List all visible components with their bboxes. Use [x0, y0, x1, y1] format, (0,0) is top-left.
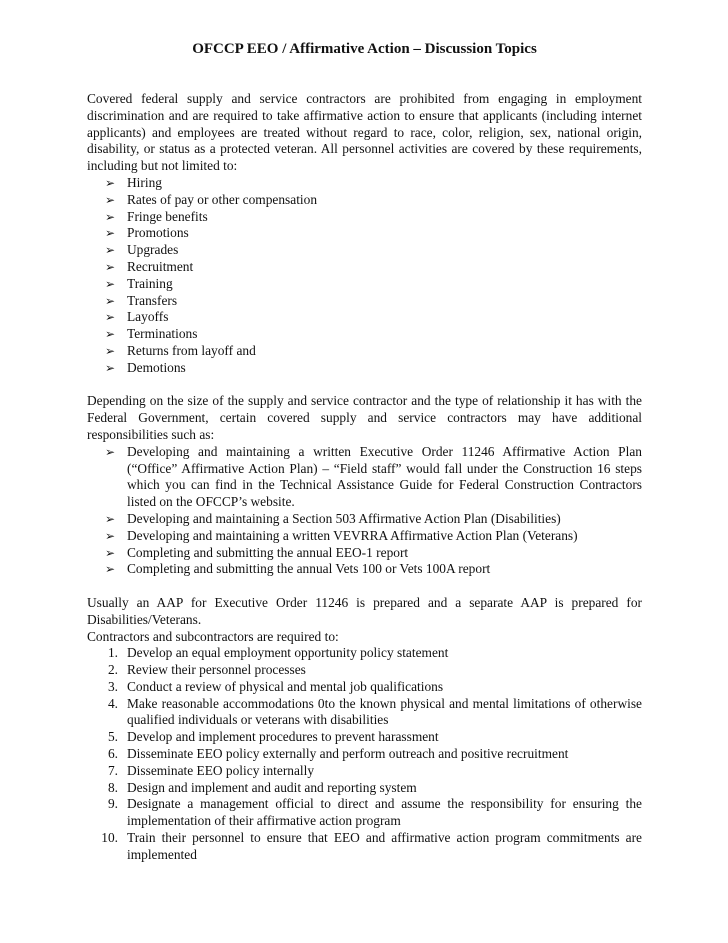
requirement-number: 4.: [107, 695, 118, 711]
activity-item-text: Recruitment: [127, 258, 194, 274]
responsibilities-intro: Depending on the size of the supply and service contractor and the type of relationship it has with the Federal Government, certain covered supply and service contractors may have additional responsibilities such as:: [87, 393, 642, 442]
activity-item-text: Returns from layoff and: [127, 342, 256, 358]
responsibility-item-text: Developing and maintaining a Section 503 Affirmative Action Plan (Disabilities): [127, 510, 561, 526]
activity-item: [87, 276, 642, 293]
intro-paragraph: Covered federal supply and service contractors are prohibited from engaging in employment discrimination and are required to take affirmative action to ensure that applicants (including internet applicants) and employees are treated without regard to race, color, religion, sex, national origin, disability, or status as a protected veteran. All personnel activities are covered by these requirements, including but not limited to:: [87, 91, 642, 174]
responsibility-item-text: Completing and submitting the annual EEO-1 report: [127, 544, 409, 560]
activity-item: [87, 225, 642, 242]
requirement-text: Conduct a review of physical and mental job qualifications: [127, 678, 444, 694]
requirement-text: Develop and implement procedures to prevent harassment: [127, 729, 439, 745]
activity-item: [87, 343, 642, 360]
activity-item-text: Terminations: [127, 326, 198, 342]
activity-item-text: Transfers: [127, 292, 178, 308]
responsibility-item: [87, 545, 642, 562]
requirement-number: 5.: [107, 729, 118, 745]
activity-item-text: Upgrades: [127, 242, 179, 258]
activities-list: [87, 175, 642, 377]
responsibility-item: [87, 444, 642, 511]
requirement-number: 10.: [101, 830, 118, 846]
requirement-number: 3.: [107, 678, 118, 694]
spacer: [87, 578, 642, 595]
requirement-text: Disseminate EEO policy externally and perform outreach and positive recruitment: [127, 746, 569, 762]
requirement-number: 8.: [107, 779, 118, 795]
arrow-bullet-icon: ➢: [105, 276, 116, 291]
spacer: [87, 377, 642, 394]
requirement-text: Review their personnel processes: [127, 662, 306, 678]
requirement-number: 1.: [107, 645, 118, 661]
requirement-item: [87, 645, 642, 662]
aap-note: Usually an AAP for Executive Order 11246 is prepared and a separate AAP is prepared for Disabilities/Veterans.: [87, 594, 642, 627]
requirement-number: 2.: [107, 662, 118, 678]
arrow-bullet-icon: ➢: [105, 528, 116, 543]
arrow-bullet-icon: ➢: [105, 310, 116, 325]
arrow-bullet-icon: ➢: [105, 259, 116, 274]
activity-item: [87, 293, 642, 310]
responsibility-item-text: Developing and maintaining a written Executive Order 11246 Affirmative Action Plan (“Office” Affirmative Action Plan) – “Field staff” would fall under the Construction 16 steps which you can find in the Technical Assistance Guide for Federal Construction Contractors listed on the OFCCP’s website.: [127, 443, 642, 510]
requirement-text: Train their personnel to ensure that EEO and affirmative action program commitments are implemented: [127, 830, 642, 862]
requirement-text: Disseminate EEO policy internally: [127, 762, 315, 778]
arrow-bullet-icon: ➢: [105, 444, 116, 459]
document-title: OFCCP EEO / Affirmative Action – Discussion Topics: [192, 41, 537, 57]
arrow-bullet-icon: ➢: [105, 360, 116, 375]
requirement-text: Make reasonable accommodations 0to the known physical and mental limitations of otherwise qualified individuals or veterans with disabilities: [127, 695, 642, 728]
requirement-item: [87, 830, 642, 864]
activity-item-text: Rates of pay or other compensation: [127, 191, 318, 207]
requirement-text: Design and implement and audit and reporting system: [127, 779, 417, 795]
activity-item: [87, 242, 642, 259]
document-page: [87, 40, 642, 864]
arrow-bullet-icon: ➢: [105, 226, 116, 241]
activity-item-text: Training: [127, 275, 173, 291]
arrow-bullet-icon: ➢: [105, 293, 116, 308]
arrow-bullet-icon: ➢: [105, 192, 116, 207]
requirement-item: [87, 662, 642, 679]
activity-item: [87, 360, 642, 377]
requirement-item: [87, 763, 642, 780]
arrow-bullet-icon: ➢: [105, 511, 116, 526]
responsibility-item-text: Completing and submitting the annual Vets 100 or Vets 100A report: [127, 561, 491, 577]
requirements-intro: Contractors and subcontractors are required to:: [87, 628, 339, 644]
arrow-bullet-icon: ➢: [105, 343, 116, 358]
activity-item: [87, 175, 642, 192]
activity-item-text: Demotions: [127, 359, 186, 375]
requirement-item: [87, 796, 642, 830]
arrow-bullet-icon: ➢: [105, 243, 116, 258]
requirement-number: 7.: [107, 762, 118, 778]
requirement-item: [87, 746, 642, 763]
activity-item: [87, 192, 642, 209]
responsibility-item: [87, 528, 642, 545]
requirement-item: [87, 780, 642, 797]
requirement-item: [87, 729, 642, 746]
requirement-item: [87, 696, 642, 730]
arrow-bullet-icon: ➢: [105, 175, 116, 190]
arrow-bullet-icon: ➢: [105, 327, 116, 342]
activity-item-text: Hiring: [127, 174, 162, 190]
requirement-number: 9.: [107, 796, 118, 812]
arrow-bullet-icon: ➢: [105, 545, 116, 560]
activity-item: [87, 326, 642, 343]
arrow-bullet-icon: ➢: [105, 562, 116, 577]
activity-item: [87, 259, 642, 276]
activity-item: [87, 309, 642, 326]
arrow-bullet-icon: ➢: [105, 209, 116, 224]
activity-item-text: Layoffs: [127, 309, 169, 325]
requirement-number: 6.: [107, 746, 118, 762]
requirement-text: Develop an equal employment opportunity policy statement: [127, 645, 449, 661]
requirement-text: Designate a management official to direct and assume the responsibility for ensuring the implementation of their affirmative action program: [127, 796, 642, 829]
responsibility-item: [87, 511, 642, 528]
requirements-list: [87, 645, 642, 863]
activity-item-text: Promotions: [127, 225, 189, 241]
requirement-item: [87, 679, 642, 696]
responsibility-item: [87, 561, 642, 578]
activity-item: [87, 209, 642, 226]
responsibility-item-text: Developing and maintaining a written VEVRRA Affirmative Action Plan (Veterans): [127, 527, 578, 543]
activity-item-text: Fringe benefits: [127, 208, 208, 224]
responsibilities-list: [87, 444, 642, 578]
